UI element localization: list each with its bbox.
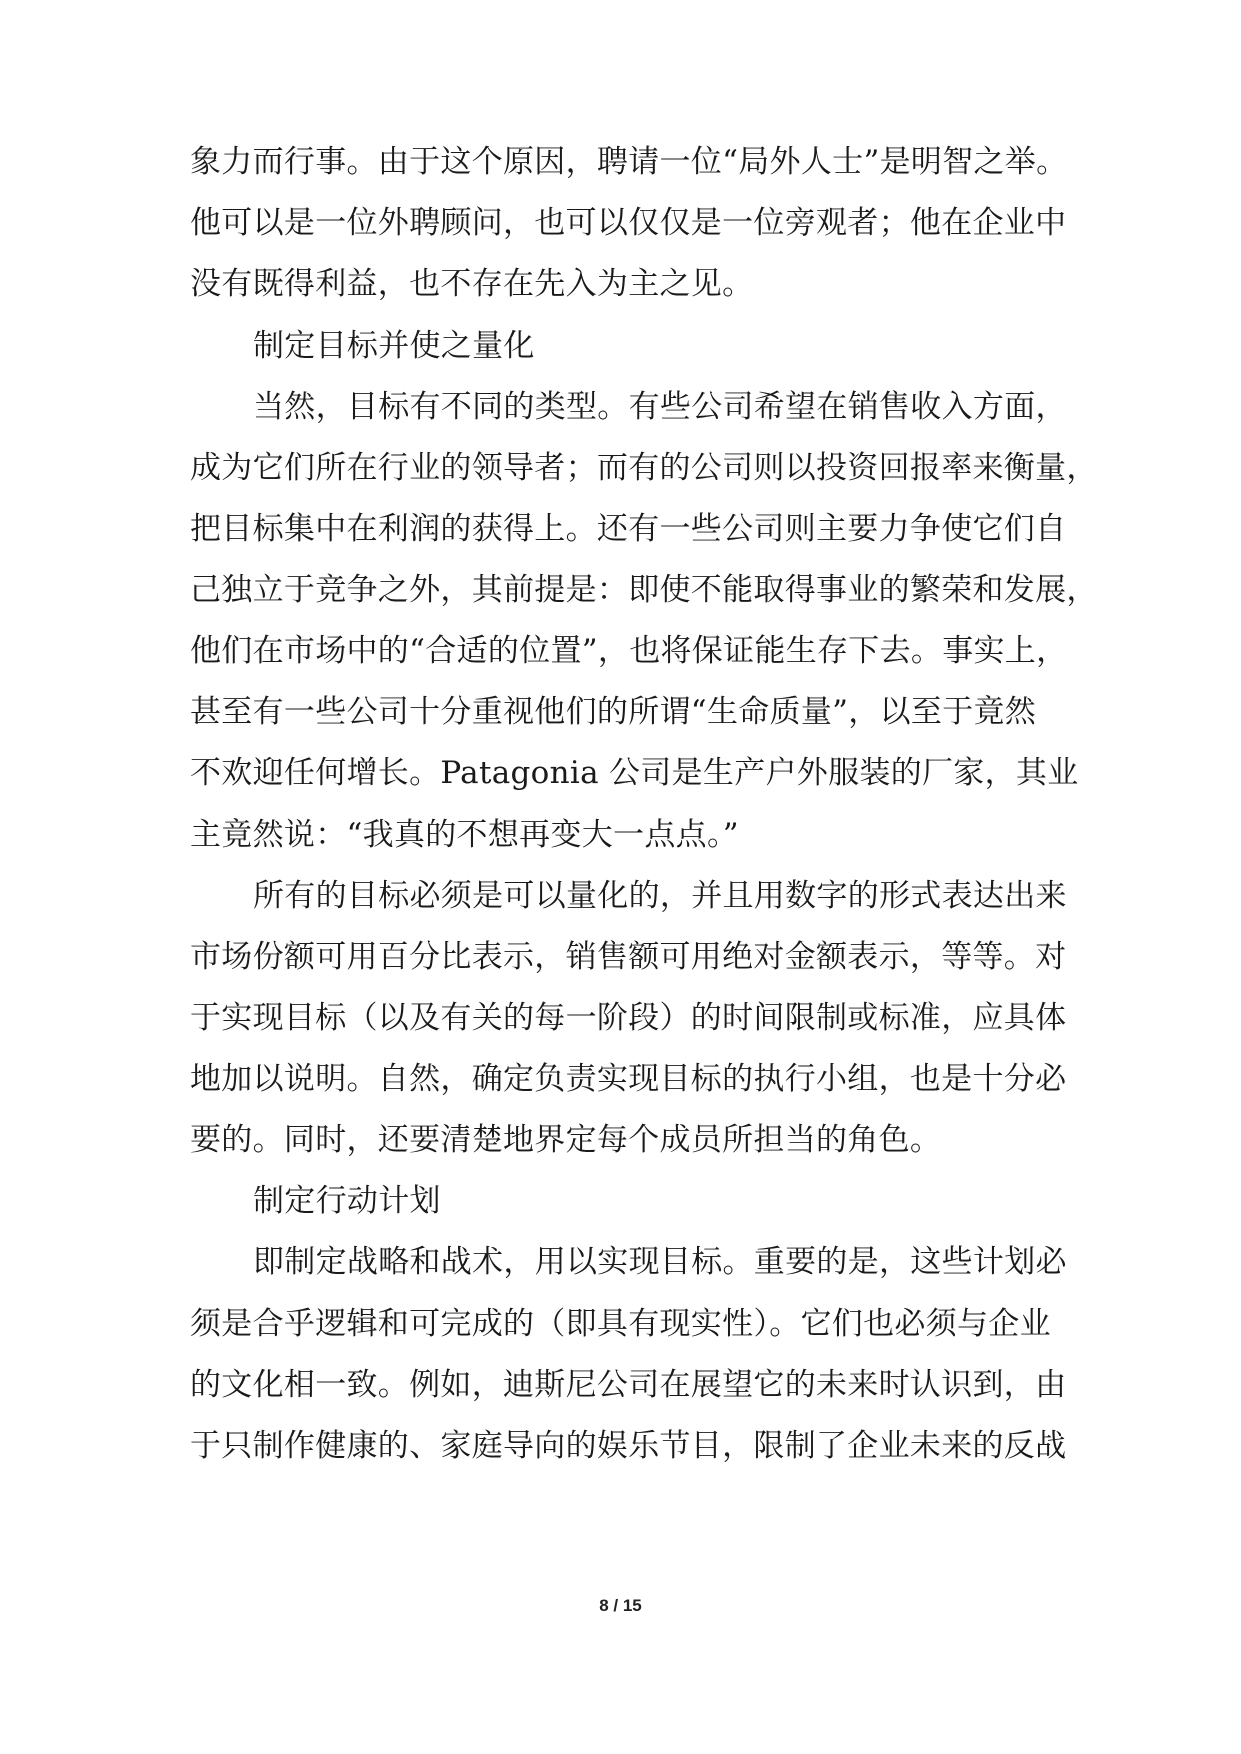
text-line: 己独立于竞争之外，其前提是：即使不能取得事业的繁荣和发展， [190, 572, 1098, 608]
text-line: 象力而行事。由于这个原因，聘请一位“局外人士”是明智之举。 [190, 144, 1068, 180]
paragraph-first-line: 所有的目标必须是可以量化的，并且用数字的形式表达出来 [253, 878, 1067, 914]
text-line: 他可以是一位外聘顾问，也可以仅仅是一位旁观者；他在企业中 [190, 205, 1067, 241]
text-line: 把目标集中在利润的获得上。还有一些公司则主要力争使它们自 [190, 511, 1067, 547]
text-line: 于实现目标（以及有关的每一阶段）的时间限制或标准，应具体 [190, 1000, 1067, 1036]
text-line: 地加以说明。自然，确定负责实现目标的执行小组，也是十分必 [190, 1061, 1067, 1097]
text-line: 主竟然说：“我真的不想再变大一点点。” [190, 817, 739, 853]
text-line: 甚至有一些公司十分重视他们的所谓“生命质量”，以至于竟然 [190, 694, 1037, 730]
text-line: 成为它们所在行业的领导者；而有的公司则以投资回报率来衡量， [190, 450, 1098, 486]
paragraph-first-line: 即制定战略和战术，用以实现目标。重要的是，这些计划必 [253, 1244, 1067, 1280]
text-line: 于只制作健康的、家庭导向的娱乐节目，限制了企业未来的反战 [190, 1428, 1067, 1464]
text-line: 市场份额可用百分比表示，销售额可用绝对金额表示，等等。对 [190, 939, 1067, 975]
text-line: 要的。同时，还要清楚地界定每个成员所担当的角色。 [190, 1122, 942, 1158]
text-line: 他们在市场中的“合适的位置”，也将保证能生存下去。事实上， [190, 633, 1068, 669]
paragraph-first-line: 当然，目标有不同的类型。有些公司希望在销售收入方面， [253, 389, 1067, 425]
text-line: 没有既得利益，也不存在先入为主之见。 [190, 266, 754, 302]
text-line: 的文化相一致。例如，迪斯尼公司在展望它的未来时认识到，由 [190, 1367, 1067, 1403]
text-line: 须是合乎逻辑和可完成的（即具有现实性）。它们也必须与企业 [190, 1306, 1051, 1342]
page-number: 8 / 15 [599, 1596, 642, 1615]
section-heading: 制定目标并使之量化 [253, 328, 535, 364]
text-line: 不欢迎任何增长。Patagonia 公司是生产户外服装的厂家，其业 [190, 755, 1079, 791]
section-heading: 制定行动计划 [253, 1183, 441, 1219]
